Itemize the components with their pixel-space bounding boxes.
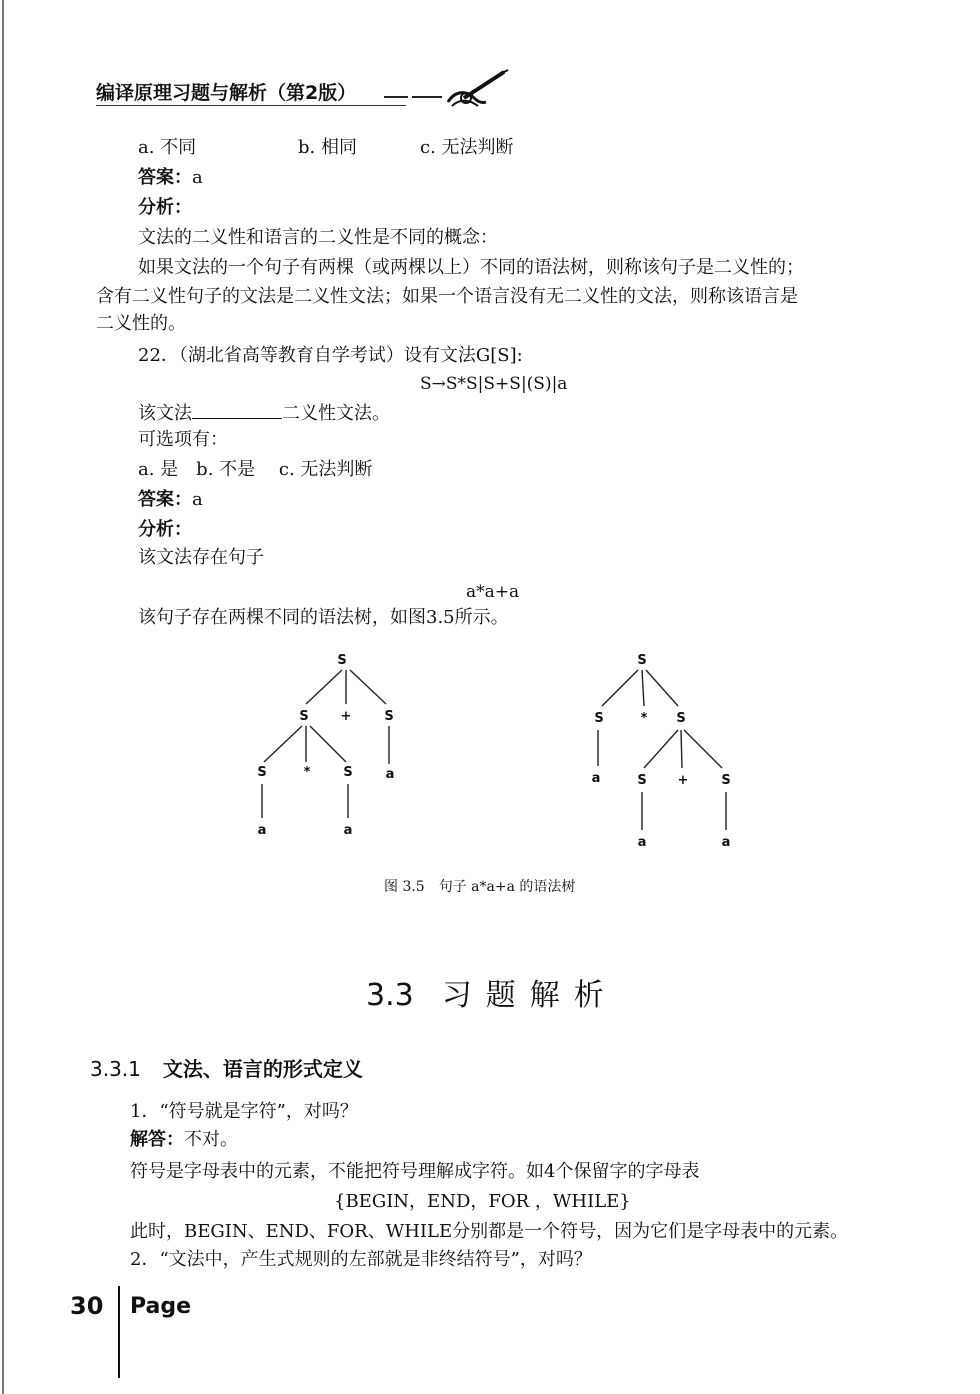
q21-analysis-line: 文法的二义性和语言的二义性是不同的概念：	[138, 227, 498, 248]
q22-sentence: a*a+a	[466, 582, 520, 602]
subsection-heading	[90, 1053, 363, 1082]
q21-answer	[138, 166, 203, 190]
answer-blank	[192, 400, 282, 419]
q1-title: 1．“符号就是字符”，对吗？	[130, 1101, 358, 1122]
q21-analysis-line: 含有二义性句子的文法是二义性文法；如果一个语言没有无二义性的文法，则称该语言是	[96, 286, 798, 307]
q21-analysis-label: 分析：	[138, 197, 192, 218]
tree-node: S	[337, 653, 347, 668]
q22-title: 22．（湖北省高等教育自学考试）设有文法G[S]:	[138, 345, 523, 366]
answer-label: 答案：	[138, 489, 192, 510]
tree-node: *	[640, 711, 648, 726]
q1-text: 符号是字母表中的元素，不能把符号理解成字符。如4个保留字的字母表	[130, 1161, 700, 1182]
q22-analysis-line: 该文法存在句子	[138, 547, 264, 568]
tree-leaf: a	[385, 767, 395, 782]
tree-leaf: a	[721, 835, 731, 850]
page-edge-rule	[2, 0, 4, 1394]
running-header-title: 编译原理习题与解析（第2版）	[96, 82, 357, 104]
header-underline	[96, 105, 406, 106]
q22-options-label: 可选项有：	[138, 429, 228, 450]
pen-writing-icon	[440, 68, 510, 112]
q1-set: {BEGIN，END，FOR ，WHILE}	[334, 1191, 631, 1212]
tree-leaf: a	[591, 771, 601, 786]
tree-node: S	[594, 711, 604, 726]
tree-node: S	[299, 709, 309, 724]
tree-leaf: a	[343, 823, 353, 838]
figure-caption: 图 3.5 句子 a*a+a 的语法树	[384, 879, 576, 895]
q1-answer	[130, 1128, 238, 1152]
q22-stem	[138, 400, 390, 426]
subsection-title: 文法、语言的形式定义	[162, 1057, 363, 1081]
q21-option-b: b. 相同	[298, 137, 357, 158]
tree-node: S	[637, 653, 647, 668]
section-heading	[366, 970, 618, 1014]
tree-node: S	[257, 765, 267, 780]
answer-value: 不对。	[184, 1129, 238, 1150]
q22-options: a. 是 b. 不是 c. 无法判断	[138, 459, 373, 480]
footer-divider	[118, 1286, 120, 1378]
subsection-number: 3.3.1	[90, 1057, 141, 1081]
section-number: 3.3	[366, 978, 414, 1013]
q21-analysis-line: 二义性的。	[96, 313, 186, 334]
answer-label: 解答：	[130, 1129, 184, 1150]
header-dash	[412, 96, 442, 98]
answer-value: a	[192, 489, 203, 510]
tree-leaf: a	[257, 823, 267, 838]
tree-node: S	[637, 773, 647, 788]
syntax-tree-1	[240, 640, 420, 850]
q22-analysis-label: 分析：	[138, 519, 192, 540]
q22-analysis-line: 该句子存在两棵不同的语法树，如图3.5所示。	[138, 607, 509, 628]
q21-option-c: c. 无法判断	[420, 137, 514, 158]
tree-node: *	[303, 765, 311, 780]
tree-node: S	[343, 765, 353, 780]
q22-stem-prefix: 该文法	[138, 403, 192, 424]
page-number: 30	[70, 1292, 104, 1320]
header-dash	[384, 96, 408, 98]
syntax-tree-2	[570, 640, 750, 860]
q1-text: 此时，BEGIN、END、FOR、WHILE分别都是一个符号，因为它们是字母表中的元素。	[130, 1221, 849, 1242]
tree-node: S	[384, 709, 394, 724]
q21-analysis-line: 如果文法的一个句子有两棵（或两棵以上）不同的语法树，则称该句子是二义性的；	[138, 257, 804, 278]
q22-stem-suffix: 二义性文法。	[282, 403, 390, 424]
answer-value: a	[192, 167, 203, 188]
footer-page-label: Page	[130, 1294, 192, 1319]
q22-answer	[138, 488, 203, 512]
tree-node: +	[677, 773, 689, 788]
answer-label: 答案：	[138, 167, 192, 188]
tree-leaf: a	[637, 835, 647, 850]
q22-grammar: S→S*S|S+S|(S)|a	[420, 374, 568, 394]
tree-node: S	[676, 711, 686, 726]
tree-node: +	[340, 709, 352, 724]
q21-option-a: a. 不同	[138, 137, 197, 158]
q2-title: 2．“文法中，产生式规则的左部就是非终结符号”，对吗？	[130, 1249, 592, 1270]
tree-node: S	[721, 773, 731, 788]
section-title: 习题解析	[441, 978, 618, 1013]
